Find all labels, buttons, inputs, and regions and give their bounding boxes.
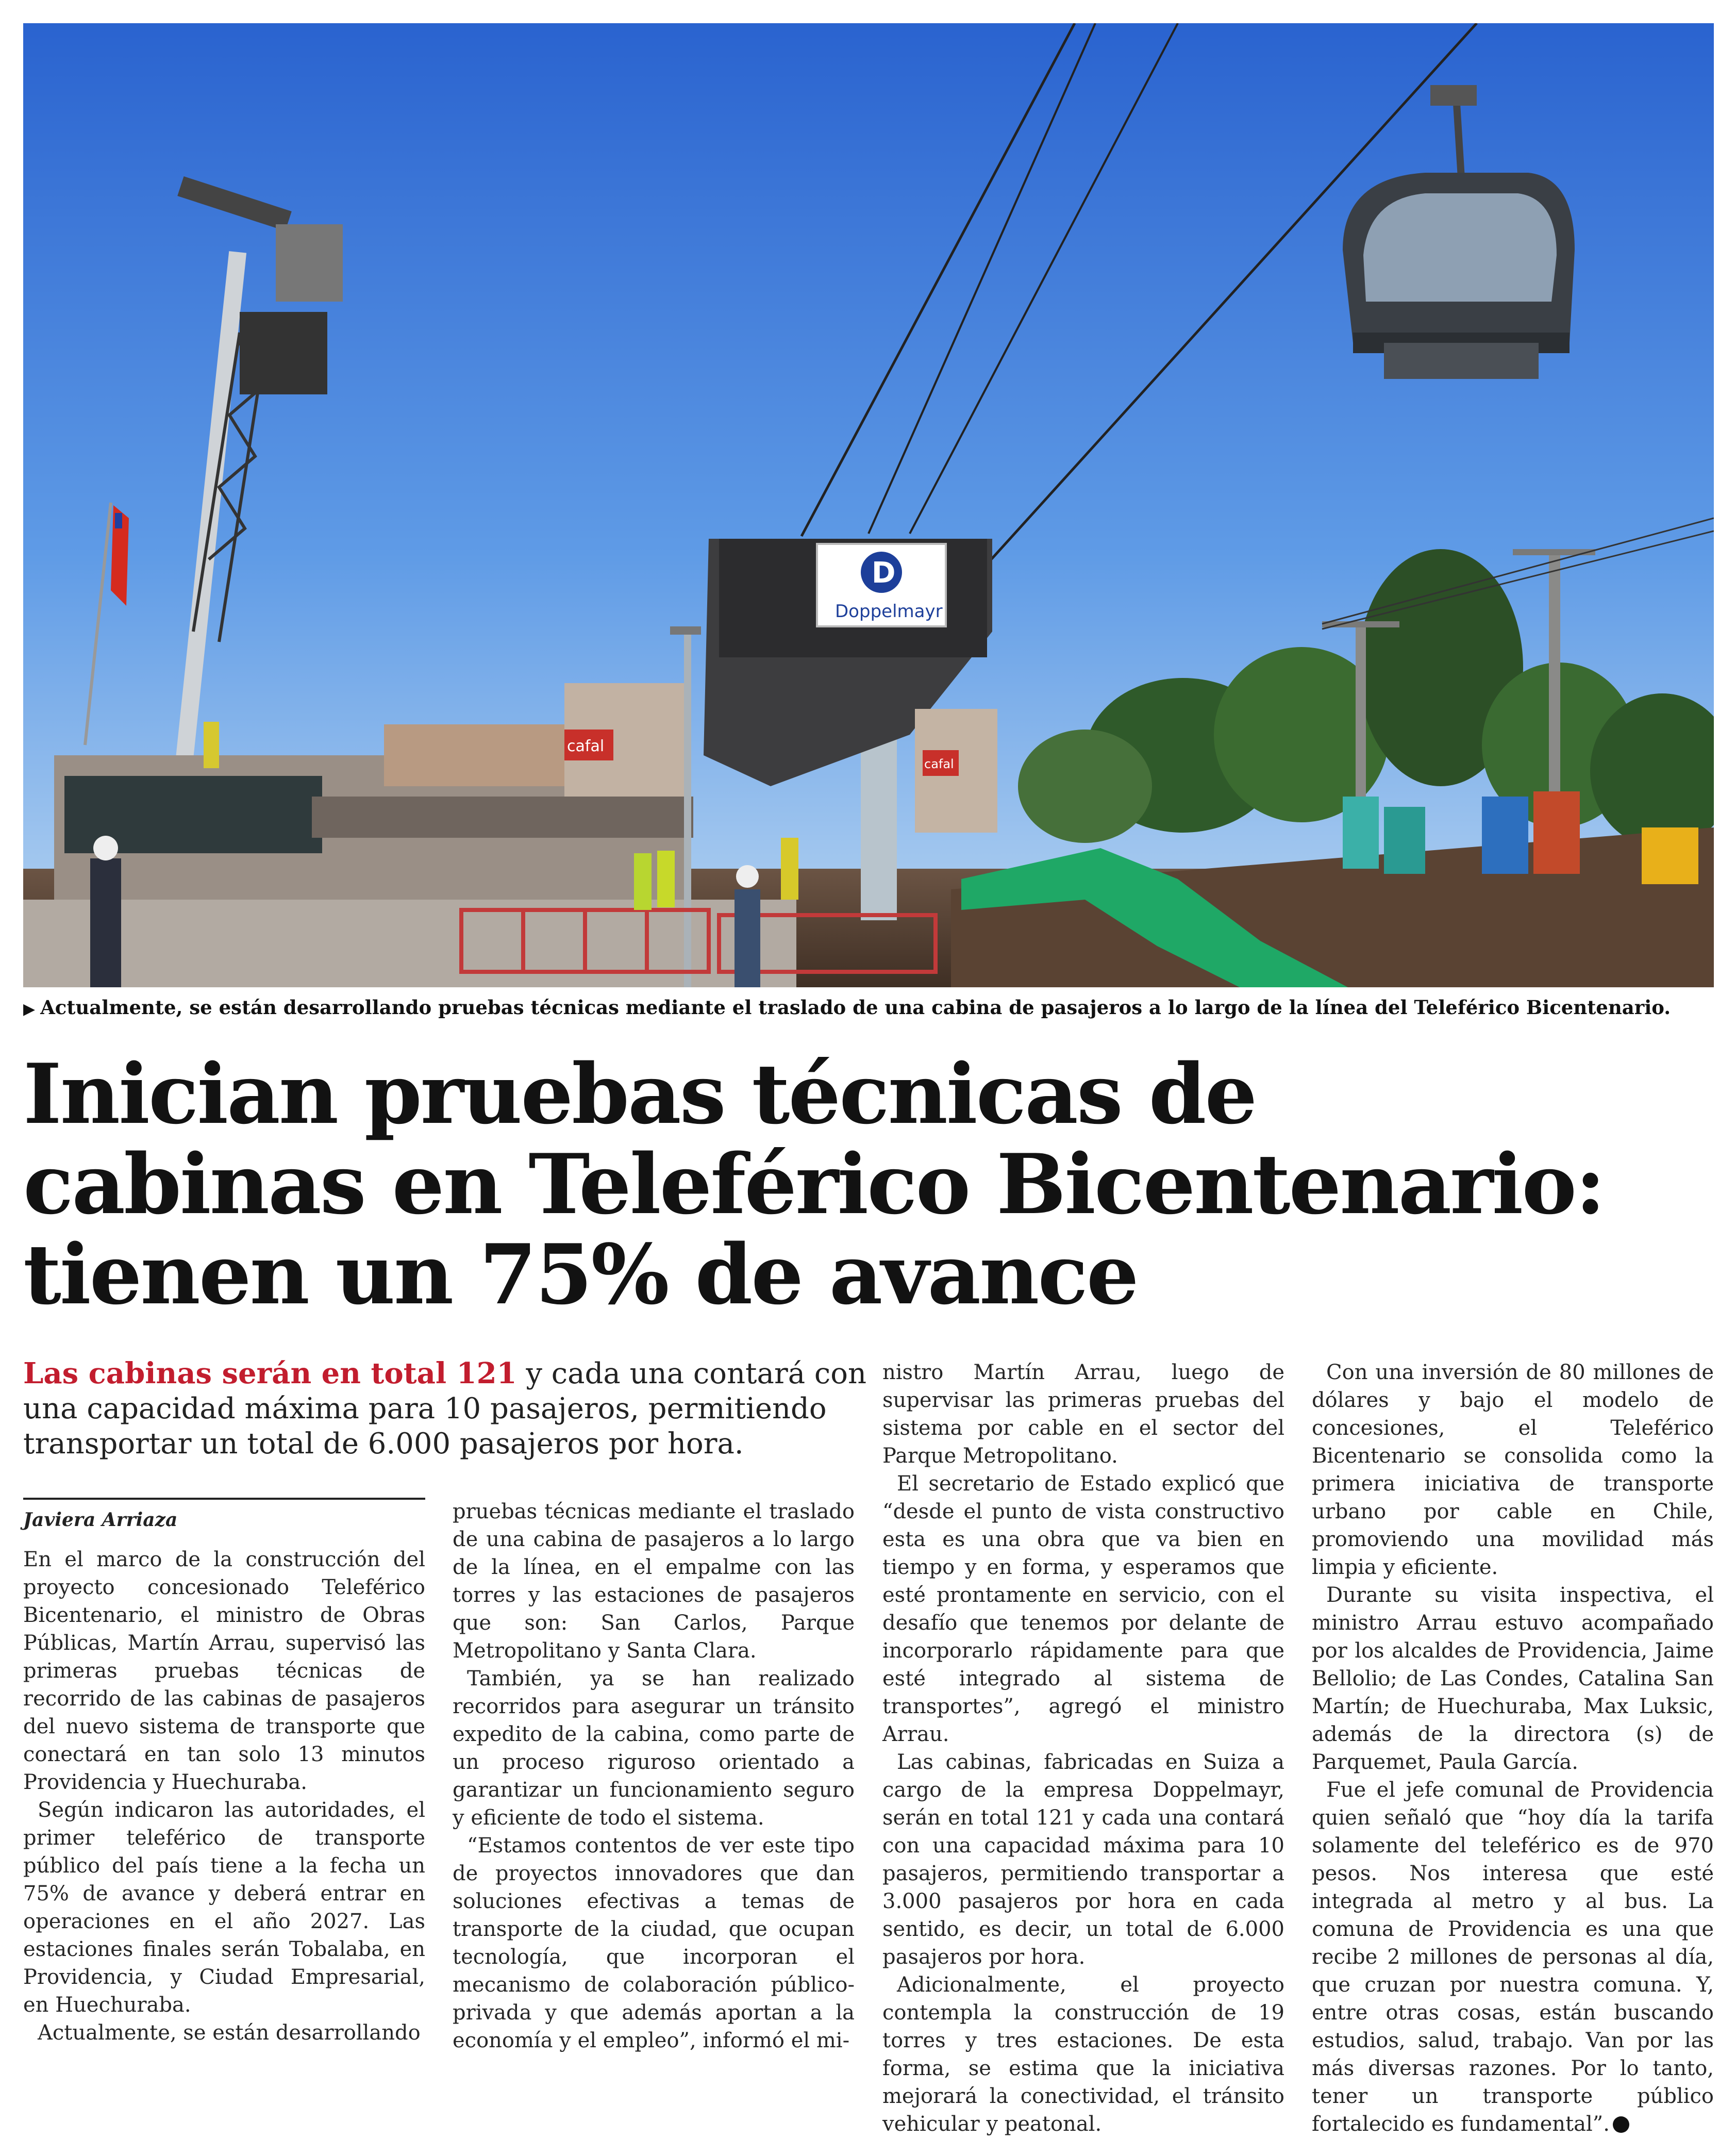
- body-paragraph: nistro Martín Arrau, luego de supervisar las primeras pruebas del sistema por cable en el sector del Parque Metropolitano.: [882, 1361, 1284, 1468]
- headline-line-3: tienen un 75% de avance: [23, 1226, 1138, 1323]
- body-paragraph: Según indicaron las autoridades, el primer teleférico de transporte público del país tiene a la fecha un 75% de avance y deberá entrar en operaciones en el año 2027. Las estaciones finales serán Tobalaba, en Providencia, y Ciudad Empresarial, en Huechuraba.: [23, 1798, 425, 2017]
- body-paragraph-final-text: Fue el jefe comunal de Providencia quien señaló que “hoy día la tarifa solamente del teleférico es de 970 pesos. Nos interesa que esté integrada al metro y al bus. La comuna de Providencia es una que recibe 2 millones de personas al día, que cruzan por nuestra comuna. Y, entre otras cosas, están buscando estudios, salud, trabajo. Van por las más diversas razones. Por lo tanto, tener un transporte público fortalecido es fundamental”.: [1312, 1778, 1714, 2136]
- lead-paragraph: [23, 1356, 869, 1462]
- body-paragraph-final: [1312, 1776, 1714, 2138]
- headline-line-1: Inician pruebas técnicas de: [23, 1046, 1256, 1142]
- body-paragraph: En el marco de la construcción del proyecto concesionado Teleférico Bicentenario, el ministro de Obras Públicas, Martín Arrau, supervisó las primeras pruebas técnicas de recorrido de las cabinas de pasajeros del nuevo sistema de transporte que conectará en tan solo 13 minutos Providencia y Huechuraba.: [23, 1548, 425, 1794]
- body-paragraph: “Estamos contentos de ver este tipo de proyectos innovadores que dan soluciones efectivas a temas de transporte de la ciudad, que ocupan tecnología, que incorporan el mecanismo de colaboración público-privada y que además aportan a la economía y el empleo”, informó el mi-: [453, 1834, 855, 2052]
- body-paragraph: Actualmente, se están desarrollando: [38, 2021, 421, 2045]
- play-arrow-icon: ▶: [23, 1000, 36, 1018]
- body-column-4: [1312, 1358, 1714, 2138]
- body-paragraph: Adicionalmente, el proyecto contempla la construcción de 19 torres y tres estaciones. De esta forma, se estima que la iniciativa mejorará la conectividad, el tránsito vehicular y peatonal.: [882, 1973, 1284, 2136]
- sign-cafal-1: cafal: [567, 737, 605, 755]
- end-mark-icon: [1613, 2116, 1629, 2133]
- doppelmayr-logo: D: [872, 556, 896, 590]
- body-paragraph: El secretario de Estado explicó que “desde el punto de vista constructivo esta es una obra que va bien en tiempo y en forma, y esperamos que esté prontamente en servicio, con el desafío que tenemos por delante de incorporarlo rápidamente para que esté integrado al sistema de transportes”, agregó el ministro Arrau.: [882, 1472, 1284, 1746]
- body-paragraph: pruebas técnicas mediante el traslado de una cabina de pasajeros a lo largo de la línea, en el empalme con las torres y las estaciones de pasajeros que son: San Carlos, Parque Metropolitano y Santa Clara.: [453, 1500, 855, 1663]
- lead-text: y cada una contará con una capacidad máxima para 10 pasajeros, permitiendo transportar un total de 6.000 pasajeros por hora.: [23, 1357, 867, 1461]
- body-column-3: [882, 1358, 1284, 2138]
- lead-highlight: Las cabinas serán en total 121: [23, 1356, 517, 1390]
- cable-car-station-illustration: [23, 23, 1714, 987]
- photo-caption: [23, 996, 1714, 1019]
- body-paragraph: Las cabinas, fabricadas en Suiza a cargo de la empresa Doppelmayr, serán en total 121 y cada una contará con una capacidad máxima para 10 pasajeros, permitiendo transportar a 3.000 pasajeros por hora en cada sentido, es decir, un total de 6.000 pasajeros por hora.: [882, 1750, 1284, 1969]
- body-paragraph: También, ya se han realizado recorridos para asegurar un tránsito expedito de la cabina, como parte de un proceso riguroso orientado a garantizar un funcionamiento seguro y eficiente de todo el sistema.: [453, 1667, 855, 1830]
- headline-line-2: cabinas en Teleférico Bicentenario:: [23, 1136, 1605, 1233]
- body-paragraph: Durante su visita inspectiva, el ministro Arrau estuvo acompañado por los alcaldes de Providencia, Jaime Bellolio; de Las Condes, Catalina San Martín; de Huechuraba, Max Luksic, además de la directora (s) de Parquemet, Paula García.: [1312, 1583, 1714, 1774]
- article-photo: [23, 23, 1714, 987]
- byline: Javiera Arriaza: [23, 1498, 425, 1531]
- headline: [23, 1046, 1714, 1323]
- body-column-2: [453, 1498, 855, 2054]
- sign-cafal-2: cafal: [924, 757, 954, 771]
- body-column-1: [23, 1546, 425, 2047]
- caption-text: Actualmente, se están desarrollando pruebas técnicas mediante el traslado de una cabina de pasajeros a lo largo de la línea del Teleférico Bicentenario.: [40, 996, 1671, 1019]
- doppelmayr-banner: Doppelmayr: [835, 601, 943, 622]
- body-paragraph: Con una inversión de 80 millones de dólares y bajo el modelo de concesiones, el Teleférico Bicentenario se consolida como la primera iniciativa de transporte urbano por cable en Chile, promoviendo una movilidad más limpia y eficiente.: [1312, 1361, 1714, 1579]
